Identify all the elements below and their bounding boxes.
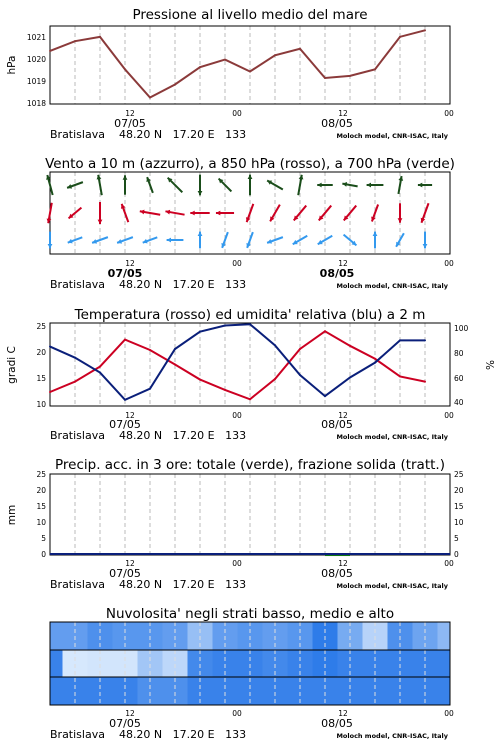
pressure-point [349,75,351,77]
temperature-point [274,378,276,380]
humidity-point [74,357,76,359]
precip-ylabel: mm [6,504,18,526]
pressure-location: Bratislava 48.20 N 17.20 E 133 [50,128,247,141]
wind-arrow-head [48,244,53,248]
wind-arrow-head [98,220,103,224]
cloud-cell [50,650,63,678]
pressure-point [274,54,276,56]
temp-xtick-1: 12 [125,411,135,420]
temp-xtick-2: 00 [232,411,242,420]
wind-arrow [121,204,128,222]
cloud-xtick-3: 12 [338,709,348,718]
pressure-gridlines [75,26,425,104]
humidity-point [349,377,351,379]
wind-arrow [48,232,53,249]
wind-arrow [421,203,429,222]
wind-arrow [47,203,52,223]
pressure-ytick-1021: 1021 [26,33,46,42]
precip-rtick-15: 15 [454,502,464,511]
humidity-point [49,346,51,348]
temperature-point [249,398,251,400]
precip-ytick-10: 10 [36,518,46,527]
pressure-ytick-1019: 1019 [26,77,46,86]
temperature-point [174,364,176,366]
wind-panel [45,156,455,291]
wind-arrow [221,232,227,248]
precip-ytick-5: 5 [41,534,46,543]
wind-title: Vento a 10 m (azzurro), a 850 hPa (rosso), a 700 hPa (verde) [45,156,455,172]
cloud-panel [50,606,454,741]
temperature-point [224,389,226,391]
pressure-panel [6,7,454,141]
precip-ytick-15: 15 [36,502,46,511]
humidity-point [149,388,151,390]
precip-date-1: 07/05 [109,567,141,580]
wind-arrow-head [198,191,203,195]
wind-arrow [198,175,203,196]
humidity-point [199,331,201,333]
precip-model-credit: Moloch model, CNR-ISAC, Italy [336,582,448,590]
wind-arrow [398,176,403,194]
rh-ytick-100: 100 [454,324,469,333]
temp-ytick-25: 25 [36,322,46,331]
temp-date-1: 07/05 [109,418,141,431]
humidity-point [249,323,251,325]
humidity-line [50,324,425,400]
wind-arrow-head [198,232,203,236]
pressure-date-2: 08/05 [321,117,353,130]
pressure-point [374,68,376,70]
humidity-point [424,339,426,341]
wind-arrow [97,175,102,195]
wind-arrow [123,175,128,194]
wind-arrow [246,204,253,222]
precip-date-2: 08/05 [321,567,353,580]
rh-ylabel: % [483,360,495,370]
temp-ytick-10: 10 [36,400,46,409]
cloud-cell [438,650,451,678]
cloud-title: Nuvolosita' negli strati basso, medio e alto [105,606,395,622]
wind-arrow-head [373,232,378,236]
wind-arrow [46,175,53,195]
wind-date-2: 08/05 [319,267,355,280]
temp-xtick-4: 00 [444,411,454,420]
precip-title: Precip. acc. in 3 ore: totale (verde), frazione solida (tratt.) [55,457,445,473]
precip-xtick-3: 12 [338,559,348,568]
cloud-model-credit: Moloch model, CNR-ISAC, Italy [336,732,448,740]
cloud-location: Bratislava 48.20 N 17.20 E 133 [50,728,247,741]
cloud-cell [438,622,451,650]
wind-arrow-head [398,218,403,222]
wind-arrow [146,177,152,193]
precip-xtick-4: 00 [444,559,454,568]
temp-xtick-3: 12 [338,411,348,420]
wind-arrow-head [248,175,253,179]
wind-arrows [46,175,432,249]
precip-rtick-20: 20 [454,486,464,495]
precip-rtick-25: 25 [454,470,464,479]
pressure-point [124,68,126,70]
temp-model-credit: Moloch model, CNR-ISAC, Italy [336,433,448,441]
precip-panel [6,457,464,591]
humidity-point [299,374,301,376]
wind-arrow [423,232,428,249]
temperature-point [99,366,101,368]
precip-xtick-1: 12 [125,559,135,568]
precip-rtick-0: 0 [454,550,459,559]
temp-location: Bratislava 48.20 N 17.20 E 133 [50,429,247,442]
precip-xtick-2: 00 [232,559,242,568]
wind-arrow-head [123,175,128,179]
rh-ytick-80: 80 [454,349,464,358]
pressure-xtick-2: 00 [232,109,242,118]
cloud-xtick-4: 00 [444,709,454,718]
humidity-point [374,362,376,364]
wind-arrow [246,232,252,248]
wind-arrow [248,175,253,196]
humidity-point [274,344,276,346]
temp-ytick-20: 20 [36,348,46,357]
pressure-title: Pressione al livello medio del mare [132,7,368,23]
pressure-point [224,59,226,61]
wind-arrow-head [167,238,171,243]
pressure-xtick-3: 12 [338,109,348,118]
temperature-point [49,391,51,393]
cloud-cell [50,677,63,705]
cloud-xtick-1: 12 [125,709,135,718]
temperature-point [74,381,76,383]
wind-xtick-2: 00 [232,259,242,268]
precip-rtick-10: 10 [454,518,464,527]
precip-location: Bratislava 48.20 N 17.20 E 133 [50,578,247,591]
temperature-point [349,345,351,347]
wind-xtick-4: 00 [444,259,454,268]
temperature-point [124,339,126,341]
pressure-point [174,84,176,86]
pressure-xtick-1: 12 [125,109,135,118]
wind-arrow-head [423,244,428,248]
pressure-ytick-1020: 1020 [26,55,46,64]
precip-ytick-0: 0 [41,550,46,559]
pressure-ytick-1018: 1018 [26,99,46,108]
cloud-xtick-2: 00 [232,709,242,718]
pressure-point [299,48,301,50]
pressure-model-credit: Moloch model, CNR-ISAC, Italy [336,132,448,140]
wind-model-credit: Moloch model, CNR-ISAC, Italy [336,282,448,290]
wind-arrow [398,203,403,222]
temperature-point [299,348,301,350]
pressure-point [399,36,401,38]
wind-location: Bratislava 48.20 N 17.20 E 133 [50,278,247,291]
temp-rh-panel [6,307,495,442]
pressure-ylabel: hPa [6,55,18,75]
pressure-line [50,30,425,97]
wind-arrow [298,175,303,195]
humidity-point [399,339,401,341]
wind-arrow-head [367,183,371,188]
temperature-point [399,375,401,377]
precip-frame [50,474,450,555]
precip-gridlines [75,474,425,555]
wind-arrow [198,232,203,249]
pressure-point [49,50,51,52]
pressure-xtick-4: 00 [444,109,454,118]
temp-ylabel: gradi C [6,346,18,384]
wind-arrow [373,232,378,249]
precip-ytick-25: 25 [36,470,46,479]
cloud-date-2: 08/05 [321,717,353,730]
wind-arrow-head [317,183,321,188]
pressure-point [324,77,326,79]
cloud-cell [50,622,63,650]
pressure-point [99,36,101,38]
temp-rh-title: Temperatura (rosso) ed umidita' relativa (blu) a 2 m [74,307,426,323]
rh-ytick-60: 60 [454,374,464,383]
wind-date-1: 07/05 [107,267,143,280]
pressure-point [249,71,251,73]
cloud-date-1: 07/05 [109,717,141,730]
wind-arrow-head [418,183,422,188]
wind-xtick-1: 12 [125,259,135,268]
precip-ytick-20: 20 [36,486,46,495]
pressure-points [49,29,426,98]
rh-ytick-40: 40 [454,398,464,407]
pressure-point [199,66,201,68]
temp-ytick-15: 15 [36,374,46,383]
humidity-point [224,324,226,326]
temperature-point [199,379,201,381]
wind-arrow-head [216,211,220,216]
temp-date-2: 08/05 [321,418,353,431]
cloud-cell [438,677,451,705]
precip-rtick-5: 5 [454,534,459,543]
temperature-point [149,349,151,351]
temperature-point [374,358,376,360]
humidity-point [124,399,126,401]
humidity-point [99,372,101,374]
temperature-point [324,330,326,332]
temperature-point [424,381,426,383]
pressure-point [424,29,426,31]
pressure-point [74,40,76,42]
wind-xtick-3: 12 [338,259,348,268]
wind-arrow [98,202,103,224]
humidity-point [174,348,176,350]
pressure-date-1: 07/05 [114,117,146,130]
humidity-point [324,395,326,397]
pressure-point [149,97,151,99]
wind-arrow-head [190,211,194,216]
